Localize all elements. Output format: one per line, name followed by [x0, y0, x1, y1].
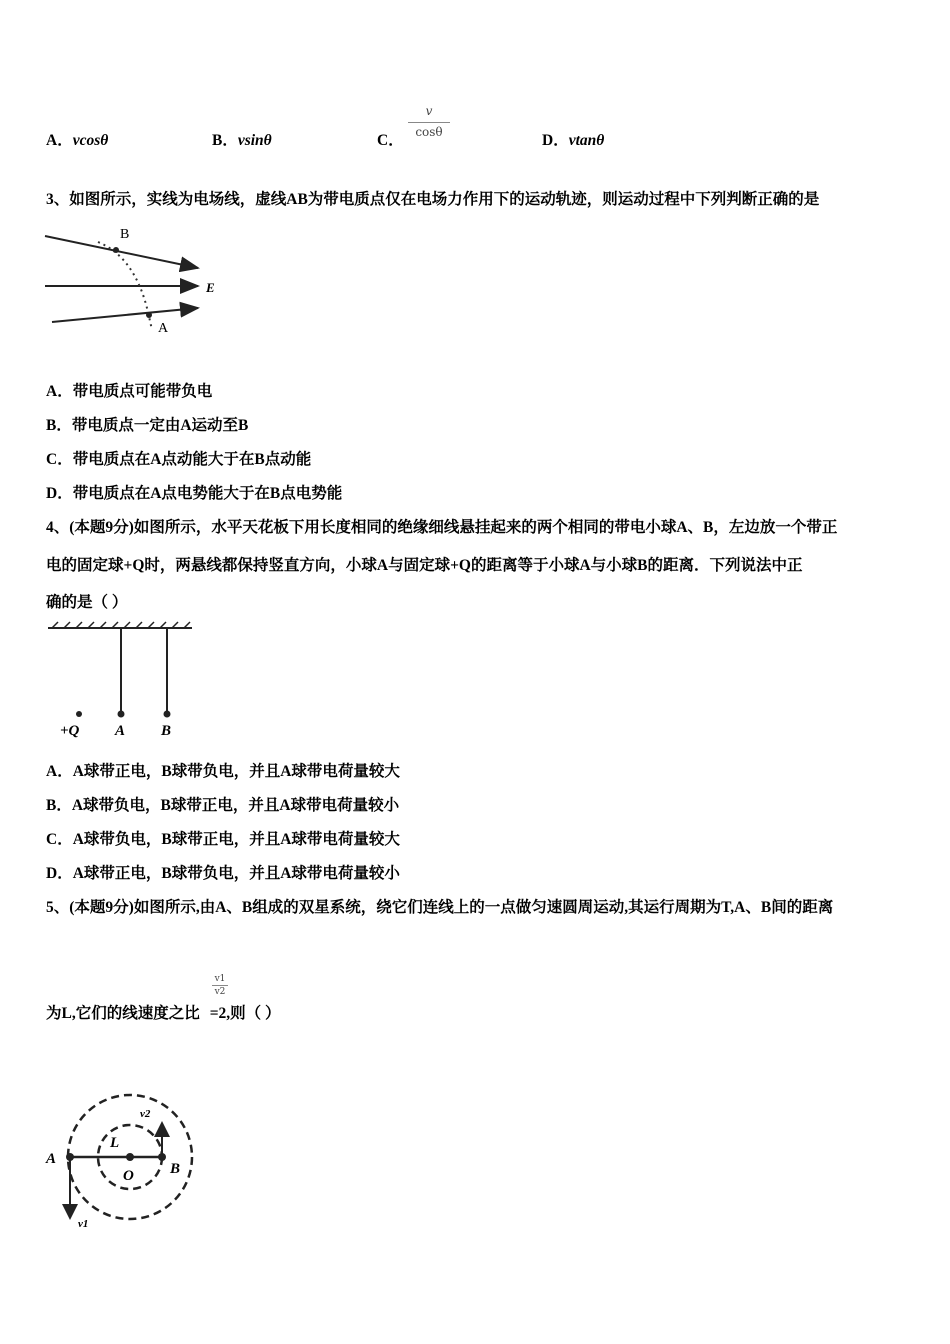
q3-option-c: C．带电质点在A点动能大于在B点动能: [46, 451, 312, 468]
label-e: E: [206, 280, 215, 295]
fraction-numerator: v: [425, 104, 433, 118]
option-text: vsinθ: [237, 132, 272, 149]
q4-stem-line1: 4、(本题9分)如图所示，水平天花板下用长度相同的绝缘细线悬挂起来的两个相同的带电小球A、B，左边放一个带正: [46, 519, 838, 536]
q4-option-a: A．A球带正电，B球带负电，并且A球带电荷量较大: [46, 763, 400, 780]
q3-stem: 3、如图所示，实线为电场线，虚线AB为带电质点仅在电场力作用下的运动轨迹，则运动过程中下列判断正确的是: [46, 191, 820, 208]
stem-text: =2,则（ ）: [209, 1005, 281, 1022]
q4-stem-line2: 电的固定球+Q时，两悬线都保持竖直方向，小球A与固定球+Q的距离等于小球A与小球B的距离．下列说法中正: [46, 557, 803, 574]
point-b: [113, 247, 119, 253]
label-v1: v1: [78, 1218, 89, 1230]
q5-stem-line2: [46, 1001, 281, 1023]
label-q: +Q: [60, 723, 80, 739]
label-a: A: [46, 1151, 57, 1167]
velocity-ratio-fraction: [212, 974, 228, 997]
fraction-bar: [408, 122, 450, 123]
ball-b: [164, 711, 171, 718]
label-l: L: [110, 1135, 120, 1151]
fraction-bar: [212, 985, 228, 986]
point-a: [146, 312, 152, 318]
q3-option-b: B．带电质点一定由A运动至B: [46, 417, 249, 434]
label-b: B: [161, 723, 172, 739]
option-text: vcosθ: [72, 132, 109, 149]
q3-option-a: A．带电质点可能带负电: [46, 383, 213, 400]
label-b: B: [170, 1161, 181, 1177]
label-v2: v2: [140, 1108, 151, 1120]
field-line-bottom: [52, 308, 198, 322]
option-label: C．: [377, 132, 404, 149]
q4-option-d: D．A球带正电，B球带负电，并且A球带电荷量较小: [46, 865, 400, 882]
q4-hanging-balls-figure: [44, 618, 196, 742]
q5-binary-star-figure: [40, 1085, 205, 1235]
option-c-fraction: [408, 104, 450, 139]
q4-option-c: C．A球带负电，B球带正电，并且A球带电荷量较大: [46, 831, 400, 848]
label-b: B: [120, 227, 130, 242]
q4-option-b: B．A球带负电，B球带正电，并且A球带电荷量较小: [46, 797, 400, 814]
label-a: A: [115, 723, 126, 739]
q3-option-d: D．带电质点在A点电势能大于在B点电势能: [46, 485, 343, 502]
option-d: [542, 128, 604, 150]
fraction-denominator: cosθ: [415, 125, 443, 139]
option-b: [212, 128, 272, 150]
center-o: [126, 1153, 134, 1161]
q4-stem-line3: 确的是（ ）: [46, 594, 128, 611]
q5-stem-line1: 5、(本题9分)如图所示,由A、B组成的双星系统，绕它们连线上的一点做匀速圆周运动,其运行周期为T,A、B间的距离: [46, 899, 834, 916]
option-label: B．: [212, 132, 238, 149]
option-text: vtanθ: [568, 132, 605, 149]
option-a: [46, 128, 108, 150]
label-a: A: [158, 321, 169, 336]
fraction-denominator: v2: [214, 987, 226, 997]
stem-text: 为L,它们的线速度之比: [46, 1005, 200, 1022]
option-label: D．: [542, 132, 569, 149]
label-o: O: [123, 1168, 134, 1184]
fraction-numerator: v1: [214, 974, 226, 984]
charge-q: [76, 711, 82, 717]
option-label: A．: [46, 132, 73, 149]
ball-a: [118, 711, 125, 718]
q3-field-line-figure: [40, 222, 225, 340]
option-c: [377, 128, 404, 150]
